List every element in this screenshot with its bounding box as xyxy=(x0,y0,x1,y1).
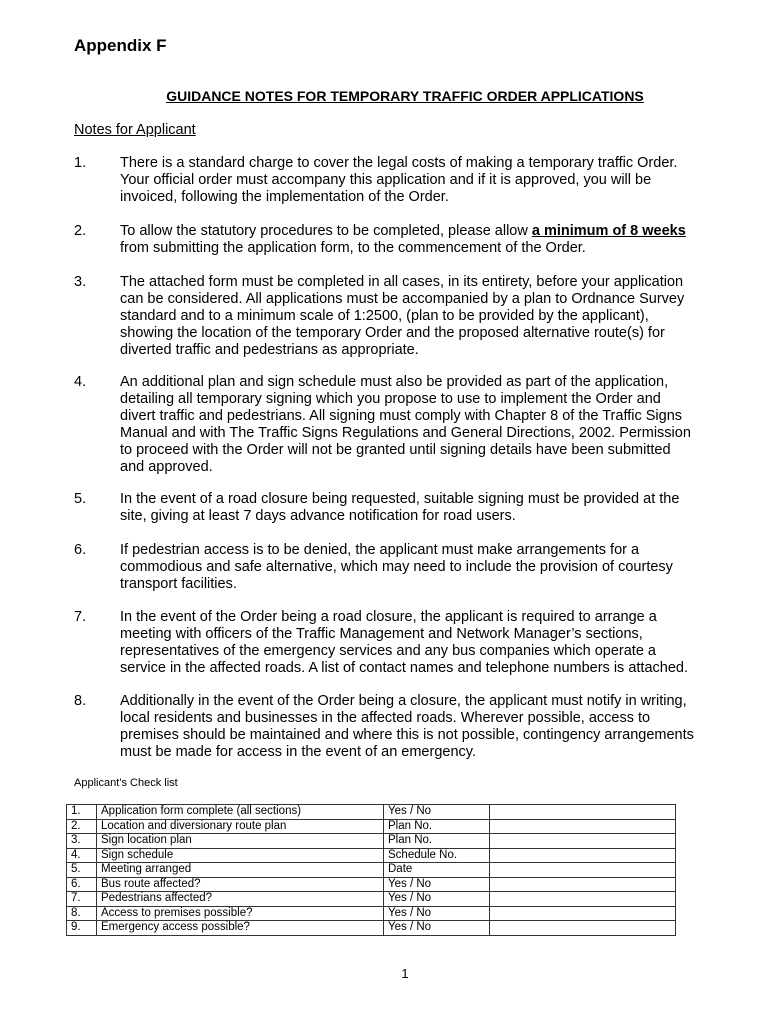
row-value[interactable]: Plan No. xyxy=(384,834,490,849)
note-number: 5. xyxy=(74,491,87,507)
row-item: Meeting arranged xyxy=(97,863,384,878)
row-item: Emergency access possible? xyxy=(97,921,384,936)
table-row xyxy=(67,877,676,892)
table-row xyxy=(67,863,676,878)
note-text: If pedestrian access is to be denied, the applicant must make arrangements for a commodious and safe alternative, which may need to include the provision of courtesy transport facilities. xyxy=(120,542,673,592)
note-text: There is a standard charge to cover the legal costs of making a temporary traffic Order. Your official order must accompany this application and if it is approved, you will be invoiced, following the implementation of the Order. xyxy=(120,155,678,205)
table-row xyxy=(67,848,676,863)
row-entry[interactable] xyxy=(490,906,676,921)
note-number: 1. xyxy=(74,155,87,171)
row-item: Access to premises possible? xyxy=(97,906,384,921)
note-emphasis: a minimum of 8 weeks xyxy=(531,223,686,239)
note-number: 7. xyxy=(74,609,87,625)
note-text-after: from submitting the application form, to the commencement of the Order. xyxy=(120,240,586,256)
row-number: 7. xyxy=(67,892,97,907)
note-text: Additionally in the event of the Order being a closure, the applicant must notify in writing, local residents and businesses in the affected roads. Wherever possible, access to premises should be maintained and where this is not possible, contingency arrangements must be made for access in the event of an emergency. xyxy=(120,693,694,760)
row-value[interactable]: Schedule No. xyxy=(384,848,490,863)
note-text: An additional plan and sign schedule must also be provided as part of the application, detailing all temporary signing which you propose to use to implement the Order and divert traffic and pedestrians. All signing must comply with Chapter 8 of the Traffic Signs Manual and with The Traffic Signs Regulations and General Directions, 2002. Permission to proceed with the Order will not be granted until signing details have been submitted and approved. xyxy=(120,374,691,475)
note-text: The attached form must be completed in all cases, in its entirety, before your application can be considered. All applications must be accompanied by a plan to Ordnance Survey standard and to a minimum scale of 1:2500, (plan to be provided by the applicant), showing the location of the temporary Order and the proposed alternative route(s) for diverted traffic and pedestrians as appropriate. xyxy=(120,274,685,358)
row-number: 9. xyxy=(67,921,97,936)
note-number: 8. xyxy=(74,693,87,709)
row-number: 3. xyxy=(67,834,97,849)
row-number: 2. xyxy=(67,819,97,834)
row-item: Bus route affected? xyxy=(97,877,384,892)
row-value[interactable]: Yes / No xyxy=(384,921,490,936)
row-entry[interactable] xyxy=(490,877,676,892)
row-item: Application form complete (all sections) xyxy=(97,805,384,820)
row-entry[interactable] xyxy=(490,805,676,820)
table-row xyxy=(67,906,676,921)
note-number: 4. xyxy=(74,374,87,390)
page-number: 1 xyxy=(401,966,409,981)
row-entry[interactable] xyxy=(490,848,676,863)
table-row xyxy=(67,805,676,820)
checklist-label: Applicant’s Check list xyxy=(74,777,178,789)
note-text-before: To allow the statutory procedures to be completed, please allow xyxy=(120,223,532,239)
row-entry[interactable] xyxy=(490,834,676,849)
row-number: 1. xyxy=(67,805,97,820)
note-text: In the event of a road closure being requested, suitable signing must be provided at the site, giving at least 7 days advance notification for road users. xyxy=(120,491,680,524)
row-number: 5. xyxy=(67,863,97,878)
row-entry[interactable] xyxy=(490,863,676,878)
row-value[interactable]: Yes / No xyxy=(384,906,490,921)
row-item: Sign location plan xyxy=(97,834,384,849)
row-entry[interactable] xyxy=(490,819,676,834)
note-number: 3. xyxy=(74,274,87,290)
notes-heading: Notes for Applicant xyxy=(74,122,196,138)
row-value[interactable]: Yes / No xyxy=(384,892,490,907)
note-number: 6. xyxy=(74,542,87,558)
table-row xyxy=(67,892,676,907)
row-value[interactable]: Yes / No xyxy=(384,877,490,892)
row-number: 8. xyxy=(67,906,97,921)
checklist-table xyxy=(66,804,676,936)
row-value[interactable]: Yes / No xyxy=(384,805,490,820)
table-row xyxy=(67,819,676,834)
note-number: 2. xyxy=(74,223,87,239)
table-row xyxy=(67,921,676,936)
row-value[interactable]: Plan No. xyxy=(384,819,490,834)
row-value[interactable]: Date xyxy=(384,863,490,878)
row-item: Location and diversionary route plan xyxy=(97,819,384,834)
note-text xyxy=(120,223,754,257)
row-entry[interactable] xyxy=(490,892,676,907)
appendix-label: Appendix F xyxy=(74,36,167,55)
table-row xyxy=(67,834,676,849)
note-text: In the event of the Order being a road closure, the applicant is required to arrange a meeting with officers of the Traffic Management and Network Manager’s sections, representatives of the emergency services and any bus companies which operate a service in the affected roads. A list of contact names and telephone numbers is attached. xyxy=(120,609,688,676)
row-number: 6. xyxy=(67,877,97,892)
document-title: GUIDANCE NOTES FOR TEMPORARY TRAFFIC ORDER APPLICATIONS xyxy=(166,88,644,104)
row-number: 4. xyxy=(67,848,97,863)
row-item: Sign schedule xyxy=(97,848,384,863)
row-entry[interactable] xyxy=(490,921,676,936)
row-item: Pedestrians affected? xyxy=(97,892,384,907)
